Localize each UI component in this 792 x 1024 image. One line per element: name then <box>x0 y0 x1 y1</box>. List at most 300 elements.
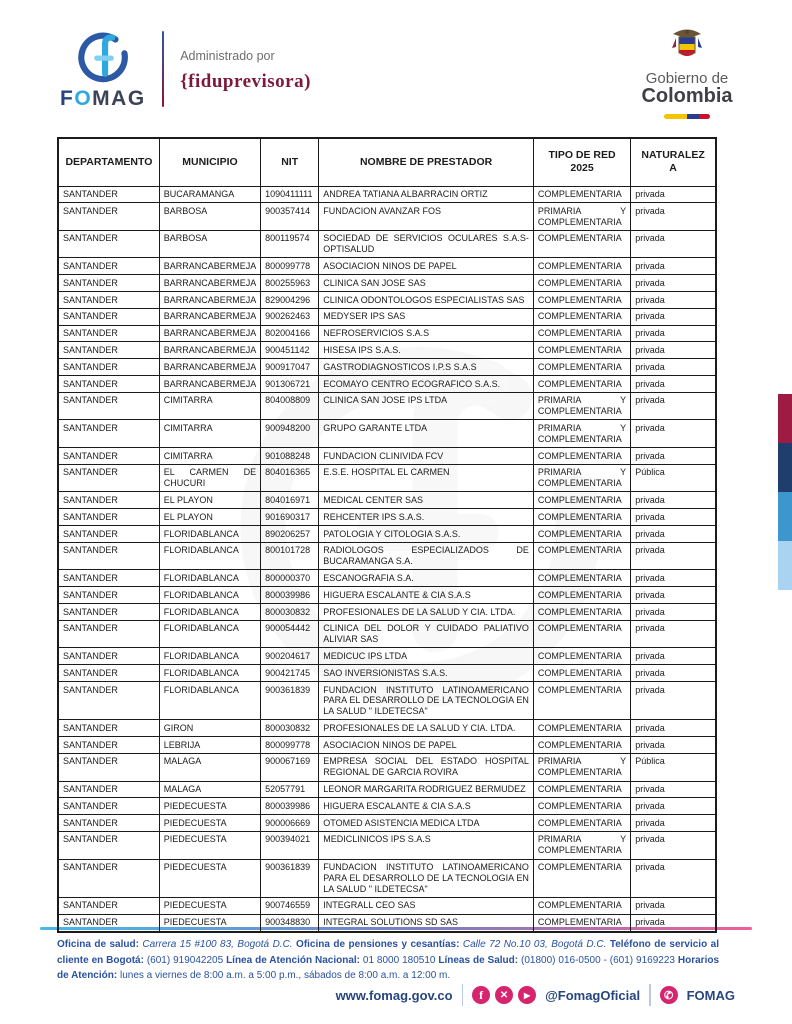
cell-departamento: SANTANDER <box>58 620 159 648</box>
social-divider <box>462 984 464 1006</box>
cell-municipio: BARRANCABERMEJA <box>159 308 260 325</box>
cell-tipo-red: COMPLEMENTARIA <box>533 492 630 509</box>
cell-nit: 800119574 <box>261 230 319 258</box>
cell-nombre: INTEGRALL CEO SAS <box>319 897 534 914</box>
social-handle[interactable]: @FomagOficial <box>545 987 641 1003</box>
cell-nit: 1090411111 <box>261 186 319 203</box>
cell-nit: 800099778 <box>261 258 319 275</box>
cell-municipio: MALAGA <box>159 753 260 781</box>
footer-text-segment: 01 8000 180510 <box>362 954 439 966</box>
cell-tipo-red: COMPLEMENTARIA <box>533 258 630 275</box>
cell-departamento: SANTANDER <box>58 325 159 342</box>
cell-departamento: SANTANDER <box>58 914 159 931</box>
fomag-letter: F <box>60 87 75 110</box>
cell-municipio: PIEDECUESTA <box>159 914 260 931</box>
cell-municipio: BUCARAMANGA <box>159 186 260 203</box>
table-row <box>58 604 716 621</box>
cell-nombre: CLINICA SAN JOSE IPS LTDA <box>319 392 534 420</box>
cell-nit: 804016971 <box>261 492 319 509</box>
cell-tipo-red: COMPLEMENTARIA <box>533 648 630 665</box>
cell-naturaleza: privada <box>631 781 716 798</box>
cell-nit: 52057791 <box>261 781 319 798</box>
cell-naturaleza: privada <box>631 570 716 587</box>
cell-departamento: SANTANDER <box>58 753 159 781</box>
table-row <box>58 230 716 258</box>
cell-tipo-red: PRIMARIA Y COMPLEMENTARIA <box>533 420 630 448</box>
cell-tipo-red: COMPLEMENTARIA <box>533 815 630 832</box>
cell-naturaleza: privada <box>631 203 716 231</box>
colombia-flag-bar <box>664 114 710 119</box>
table-row <box>58 897 716 914</box>
cell-departamento: SANTANDER <box>58 665 159 682</box>
footer-text-segment: Horarios de Atención: <box>57 954 720 981</box>
cell-municipio: PIEDECUESTA <box>159 859 260 897</box>
cell-nit: 900357414 <box>261 203 319 231</box>
social-divider <box>649 984 651 1006</box>
cell-nombre: GRUPO GARANTE LTDA <box>319 420 534 448</box>
cell-naturaleza: privada <box>631 292 716 309</box>
footer-text-segment: Oficina de pensiones y cesantías: <box>296 939 463 950</box>
fomag-letter: M <box>92 87 112 110</box>
footer-text-segment: Oficina de salud: <box>57 939 143 950</box>
cell-nombre: ESCANOGRAFIA S.A. <box>319 570 534 587</box>
footer-contact <box>57 937 719 984</box>
cell-naturaleza: privada <box>631 526 716 543</box>
cell-departamento: SANTANDER <box>58 587 159 604</box>
cell-tipo-red: COMPLEMENTARIA <box>533 587 630 604</box>
cell-departamento: SANTANDER <box>58 798 159 815</box>
website-link[interactable]: www.fomag.gov.co <box>335 987 453 1003</box>
gobierno-line2: Colombia <box>641 85 733 107</box>
cell-nombre: OTOMED ASISTENCIA MEDICA LTDA <box>319 815 534 832</box>
flag-red <box>699 114 711 119</box>
cell-departamento: SANTANDER <box>58 392 159 420</box>
table-row <box>58 186 716 203</box>
flag-blue <box>687 114 699 119</box>
cell-nit: 800000370 <box>261 570 319 587</box>
cell-departamento: SANTANDER <box>58 420 159 448</box>
cell-departamento: SANTANDER <box>58 308 159 325</box>
whatsapp-icon[interactable]: ✆ <box>660 986 678 1004</box>
cell-tipo-red: COMPLEMENTARIA <box>533 781 630 798</box>
cell-municipio: CIMITARRA <box>159 448 260 465</box>
cell-tipo-red: COMPLEMENTARIA <box>533 342 630 359</box>
cell-tipo-red: COMPLEMENTARIA <box>533 720 630 737</box>
cell-naturaleza: privada <box>631 682 716 720</box>
cell-nit: 900262463 <box>261 308 319 325</box>
cell-naturaleza: privada <box>631 815 716 832</box>
table-row <box>58 376 716 393</box>
cell-nit: 829004296 <box>261 292 319 309</box>
cell-municipio: MALAGA <box>159 781 260 798</box>
table-row <box>58 342 716 359</box>
footer-text-segment: Calle 72 No.10 03, Bogotá D.C. <box>462 939 610 950</box>
table-row <box>58 509 716 526</box>
providers-table <box>57 137 717 933</box>
cell-tipo-red: COMPLEMENTARIA <box>533 737 630 754</box>
cell-naturaleza: privada <box>631 620 716 648</box>
cell-tipo-red: PRIMARIA Y COMPLEMENTARIA <box>533 831 630 859</box>
cell-departamento: SANTANDER <box>58 342 159 359</box>
cell-naturaleza: privada <box>631 737 716 754</box>
cell-nit: 800039986 <box>261 587 319 604</box>
cell-tipo-red: COMPLEMENTARIA <box>533 798 630 815</box>
cell-naturaleza: privada <box>631 258 716 275</box>
footer-text-segment: Carrera 15 #100 83, Bogotá D.C. <box>142 939 297 950</box>
logo-divider <box>162 31 165 107</box>
cell-nit: 901306721 <box>261 376 319 393</box>
table-row <box>58 815 716 832</box>
footer-text-segment: Línea de Atención Nacional: <box>226 954 363 966</box>
cell-naturaleza: privada <box>631 230 716 258</box>
cell-tipo-red: COMPLEMENTARIA <box>533 359 630 376</box>
cell-municipio: EL CARMEN DE CHUCURI <box>159 464 260 492</box>
cell-nombre: SOCIEDAD DE SERVICIOS OCULARES S.A.S-OPTISALUD <box>319 230 534 258</box>
cell-municipio: FLORIDABLANCA <box>159 587 260 604</box>
table-row <box>58 648 716 665</box>
cell-naturaleza: privada <box>631 359 716 376</box>
cell-naturaleza: privada <box>631 308 716 325</box>
cell-naturaleza: privada <box>631 720 716 737</box>
cell-municipio: FLORIDABLANCA <box>159 648 260 665</box>
social-icon-group <box>472 986 536 1004</box>
fomag-logo-block <box>60 26 311 111</box>
cell-municipio: FLORIDABLANCA <box>159 604 260 621</box>
cell-tipo-red: PRIMARIA Y COMPLEMENTARIA <box>533 392 630 420</box>
gobierno-line1: Gobierno de <box>645 70 729 87</box>
cell-tipo-red: COMPLEMENTARIA <box>533 526 630 543</box>
cell-nit: 901690317 <box>261 509 319 526</box>
cell-naturaleza: privada <box>631 376 716 393</box>
cell-nombre: MEDICLINICOS IPS S.A.S <box>319 831 534 859</box>
fomag-logo <box>60 26 146 111</box>
cell-municipio: FLORIDABLANCA <box>159 526 260 543</box>
table-row <box>58 258 716 275</box>
color-stripe-blue <box>778 492 792 541</box>
table-row <box>58 914 716 931</box>
cell-municipio: BARBOSA <box>159 230 260 258</box>
cell-nit: 900204617 <box>261 648 319 665</box>
cell-departamento: SANTANDER <box>58 720 159 737</box>
fomag-g-icon <box>74 26 132 89</box>
cell-nombre: ASOCIACION NINOS DE PAPEL <box>319 737 534 754</box>
cell-departamento: SANTANDER <box>58 186 159 203</box>
cell-departamento: SANTANDER <box>58 831 159 859</box>
cell-nombre: CLINICA SAN JOSE SAS <box>319 275 534 292</box>
cell-nit: 900067169 <box>261 753 319 781</box>
cell-municipio: EL PLAYON <box>159 492 260 509</box>
cell-naturaleza: privada <box>631 648 716 665</box>
table-row <box>58 737 716 754</box>
cell-naturaleza: privada <box>631 914 716 931</box>
footer-text-segment: (601) 919042205 <box>146 954 227 966</box>
cell-nombre: FUNDACION INSTITUTO LATINOAMERICANO PARA EL DESARROLLO DE LA TECNOLOGIA EN LA SALUD " ILDETECSA" <box>319 859 534 897</box>
cell-tipo-red: COMPLEMENTARIA <box>533 620 630 648</box>
cell-naturaleza: privada <box>631 831 716 859</box>
footer-text-segment: Teléfono de servicio al cliente en Bogotá: <box>57 939 719 966</box>
cell-nombre: ECOMAYO CENTRO ECOGRAFICO S.A.S. <box>319 376 534 393</box>
col-header-naturaleza: NATURALEZA <box>631 138 716 186</box>
cell-departamento: SANTANDER <box>58 492 159 509</box>
page-header <box>60 26 762 119</box>
table-row <box>58 492 716 509</box>
cell-nombre: PROFESIONALES DE LA SALUD Y CIA. LTDA. <box>319 720 534 737</box>
cell-departamento: SANTANDER <box>58 542 159 570</box>
cell-municipio: PIEDECUESTA <box>159 798 260 815</box>
cell-municipio: PIEDECUESTA <box>159 815 260 832</box>
cell-naturaleza: privada <box>631 604 716 621</box>
cell-municipio: CIMITARRA <box>159 392 260 420</box>
fomag-letter: O <box>74 87 93 110</box>
administrado-label: Administrado por <box>180 48 275 63</box>
cell-nombre: FUNDACION INSTITUTO LATINOAMERICANO PARA EL DESARROLLO DE LA TECNOLOGIA EN LA SALUD " ILDETECSA" <box>319 682 534 720</box>
cell-nombre: PROFESIONALES DE LA SALUD Y CIA. LTDA. <box>319 604 534 621</box>
cell-nit: 802004166 <box>261 325 319 342</box>
cell-nombre: ASOCIACION NINOS DE PAPEL <box>319 258 534 275</box>
cell-municipio: FLORIDABLANCA <box>159 682 260 720</box>
table-row <box>58 203 716 231</box>
cell-departamento: SANTANDER <box>58 230 159 258</box>
cell-nombre: INTEGRAL SOLUTIONS SD SAS <box>319 914 534 931</box>
cell-naturaleza: Pública <box>631 464 716 492</box>
cell-departamento: SANTANDER <box>58 203 159 231</box>
cell-naturaleza: privada <box>631 342 716 359</box>
fiduprevisora-wordmark: {fiduprevisora) <box>180 70 311 92</box>
cell-municipio: BARRANCABERMEJA <box>159 359 260 376</box>
cell-naturaleza: privada <box>631 665 716 682</box>
fomag-letter: G <box>127 87 146 110</box>
table-row <box>58 392 716 420</box>
col-header-nombre: NOMBRE DE PRESTADOR <box>319 138 534 186</box>
fomag-brand-label: FOMAG <box>686 987 735 1003</box>
cell-tipo-red: COMPLEMENTARIA <box>533 682 630 720</box>
cell-naturaleza: privada <box>631 448 716 465</box>
cell-municipio: PIEDECUESTA <box>159 897 260 914</box>
cell-nit: 900948200 <box>261 420 319 448</box>
cell-nombre: FUNDACION CLINIVIDA FCV <box>319 448 534 465</box>
cell-tipo-red: PRIMARIA Y COMPLEMENTARIA <box>533 753 630 781</box>
cell-municipio: LEBRIJA <box>159 737 260 754</box>
cell-nit: 900361839 <box>261 859 319 897</box>
cell-departamento: SANTANDER <box>58 448 159 465</box>
cell-nit: 900006669 <box>261 815 319 832</box>
table-row <box>58 359 716 376</box>
color-stripe-lightblue <box>778 541 792 590</box>
cell-tipo-red: COMPLEMENTARIA <box>533 308 630 325</box>
table-row <box>58 448 716 465</box>
cell-municipio: BARBOSA <box>159 203 260 231</box>
x-icon[interactable]: ✕ <box>495 986 513 1004</box>
cell-nombre: E.S.E. HOSPITAL EL CARMEN <box>319 464 534 492</box>
gobierno-logo-block <box>612 26 762 119</box>
table-row <box>58 753 716 781</box>
cell-nit: 804008809 <box>261 392 319 420</box>
cell-municipio: BARRANCABERMEJA <box>159 292 260 309</box>
cell-tipo-red: COMPLEMENTARIA <box>533 325 630 342</box>
cell-tipo-red: COMPLEMENTARIA <box>533 542 630 570</box>
table-row <box>58 620 716 648</box>
cell-nit: 900451142 <box>261 342 319 359</box>
cell-nit: 900348830 <box>261 914 319 931</box>
cell-nombre: MEDYSER IPS SAS <box>319 308 534 325</box>
cell-municipio: FLORIDABLANCA <box>159 542 260 570</box>
cell-municipio: PIEDECUESTA <box>159 831 260 859</box>
cell-tipo-red: COMPLEMENTARIA <box>533 509 630 526</box>
col-header-nit: NIT <box>261 138 319 186</box>
cell-departamento: SANTANDER <box>58 604 159 621</box>
cell-tipo-red: COMPLEMENTARIA <box>533 859 630 897</box>
cell-tipo-red: COMPLEMENTARIA <box>533 186 630 203</box>
table-row <box>58 587 716 604</box>
cell-departamento: SANTANDER <box>58 292 159 309</box>
footer-social-bar <box>336 984 735 1006</box>
cell-nombre: REHCENTER IPS S.A.S. <box>319 509 534 526</box>
table-row <box>58 292 716 309</box>
cell-tipo-red: COMPLEMENTARIA <box>533 275 630 292</box>
cell-tipo-red: COMPLEMENTARIA <box>533 570 630 587</box>
table-row <box>58 308 716 325</box>
cell-municipio: BARRANCABERMEJA <box>159 275 260 292</box>
cell-naturaleza: privada <box>631 275 716 292</box>
cell-municipio: BARRANCABERMEJA <box>159 258 260 275</box>
cell-nombre: ANDREA TATIANA ALBARRACIN ORTIZ <box>319 186 534 203</box>
footer-text-segment: Líneas de Salud: <box>438 954 522 966</box>
table-row <box>58 720 716 737</box>
cell-naturaleza: privada <box>631 587 716 604</box>
cell-nombre: CLINICA ODONTOLOGOS ESPECIALISTAS SAS <box>319 292 534 309</box>
cell-departamento: SANTANDER <box>58 570 159 587</box>
col-header-tipo: TIPO DE RED 2025 <box>533 138 630 186</box>
table-row <box>58 682 716 720</box>
cell-tipo-red: PRIMARIA Y COMPLEMENTARIA <box>533 203 630 231</box>
cell-departamento: SANTANDER <box>58 648 159 665</box>
cell-tipo-red: COMPLEMENTARIA <box>533 665 630 682</box>
cell-municipio: FLORIDABLANCA <box>159 570 260 587</box>
table-row <box>58 275 716 292</box>
cell-municipio: FLORIDABLANCA <box>159 620 260 648</box>
cell-naturaleza: privada <box>631 542 716 570</box>
cell-nombre: HIGUERA ESCALANTE & CIA S.A.S <box>319 798 534 815</box>
cell-municipio: GIRON <box>159 720 260 737</box>
cell-municipio: BARRANCABERMEJA <box>159 376 260 393</box>
table-row <box>58 420 716 448</box>
cell-nombre: HIGUERA ESCALANTE & CIA S.A.S <box>319 587 534 604</box>
col-header-municipio: MUNICIPIO <box>159 138 260 186</box>
cell-naturaleza: privada <box>631 509 716 526</box>
cell-nit: 900746559 <box>261 897 319 914</box>
cell-nit: 900394021 <box>261 831 319 859</box>
cell-nit: 800101728 <box>261 542 319 570</box>
cell-naturaleza: privada <box>631 392 716 420</box>
cell-naturaleza: privada <box>631 420 716 448</box>
cell-municipio: CIMITARRA <box>159 420 260 448</box>
administrador-block <box>180 45 311 93</box>
cell-departamento: SANTANDER <box>58 859 159 897</box>
cell-tipo-red: COMPLEMENTARIA <box>533 376 630 393</box>
footer-text-segment: (01800) 016-0500 - (601) 9169223 <box>521 954 678 966</box>
fomag-wordmark <box>60 87 146 111</box>
table-row <box>58 464 716 492</box>
cell-departamento: SANTANDER <box>58 359 159 376</box>
table-row <box>58 542 716 570</box>
cell-nombre: GASTRODIAGNOSTICOS I.P.S S.A.S <box>319 359 534 376</box>
cell-tipo-red: PRIMARIA Y COMPLEMENTARIA <box>533 464 630 492</box>
cell-departamento: SANTANDER <box>58 815 159 832</box>
cell-municipio: BARRANCABERMEJA <box>159 325 260 342</box>
cell-nombre: CLINICA DEL DOLOR Y CUIDADO PALIATIVO ALIVIAR SAS <box>319 620 534 648</box>
youtube-icon[interactable]: ▶ <box>518 986 536 1004</box>
fomag-letter: A <box>111 87 128 110</box>
cell-departamento: SANTANDER <box>58 781 159 798</box>
cell-nombre: RADIOLOGOS ESPECIALIZADOS DE BUCARAMANGA S.A. <box>319 542 534 570</box>
cell-nombre: SAO INVERSIONISTAS S.A.S. <box>319 665 534 682</box>
gobierno-crest-icon <box>668 28 706 67</box>
cell-nit: 900917047 <box>261 359 319 376</box>
cell-nit: 890206257 <box>261 526 319 543</box>
cell-tipo-red: COMPLEMENTARIA <box>533 448 630 465</box>
cell-nit: 800030832 <box>261 604 319 621</box>
cell-departamento: SANTANDER <box>58 897 159 914</box>
cell-tipo-red: COMPLEMENTARIA <box>533 292 630 309</box>
cell-naturaleza: privada <box>631 325 716 342</box>
cell-departamento: SANTANDER <box>58 376 159 393</box>
color-stripe-navy <box>778 443 792 492</box>
table-row <box>58 665 716 682</box>
cell-tipo-red: COMPLEMENTARIA <box>533 230 630 258</box>
cell-nit: 800099778 <box>261 737 319 754</box>
cell-nit: 900421745 <box>261 665 319 682</box>
cell-municipio: FLORIDABLANCA <box>159 665 260 682</box>
cell-nombre: NEFROSERVICIOS S.A.S <box>319 325 534 342</box>
cell-nit: 800255963 <box>261 275 319 292</box>
edge-color-stripes <box>778 394 792 590</box>
table-header-row <box>58 138 716 186</box>
cell-nombre: MEDICAL CENTER SAS <box>319 492 534 509</box>
cell-departamento: SANTANDER <box>58 682 159 720</box>
providers-table-wrap <box>57 137 717 933</box>
cell-departamento: SANTANDER <box>58 737 159 754</box>
cell-nit: 800039986 <box>261 798 319 815</box>
footer-text-segment: lunes a viernes de 8:00 a.m. a 5:00 p.m., sábados de 8:00 a.m. a 12:00 m. <box>119 970 451 981</box>
cell-nombre: FUNDACION AVANZAR FOS <box>319 203 534 231</box>
cell-municipio: EL PLAYON <box>159 509 260 526</box>
table-row <box>58 570 716 587</box>
table-row <box>58 798 716 815</box>
cell-departamento: SANTANDER <box>58 526 159 543</box>
cell-departamento: SANTANDER <box>58 509 159 526</box>
cell-nit: 800030832 <box>261 720 319 737</box>
table-row <box>58 831 716 859</box>
cell-nombre: LEONOR MARGARITA RODRIGUEZ BERMUDEZ <box>319 781 534 798</box>
table-row <box>58 526 716 543</box>
cell-nombre: PATOLOGIA Y CITOLOGIA S.A.S. <box>319 526 534 543</box>
cell-naturaleza: privada <box>631 897 716 914</box>
cell-naturaleza: privada <box>631 186 716 203</box>
flag-yellow <box>664 114 687 119</box>
cell-tipo-red: COMPLEMENTARIA <box>533 897 630 914</box>
cell-naturaleza: privada <box>631 859 716 897</box>
cell-departamento: SANTANDER <box>58 258 159 275</box>
cell-tipo-red: COMPLEMENTARIA <box>533 914 630 931</box>
table-row <box>58 781 716 798</box>
cell-nombre: HISESA IPS S.A.S. <box>319 342 534 359</box>
facebook-icon[interactable]: f <box>472 986 490 1004</box>
col-header-departamento: DEPARTAMENTO <box>58 138 159 186</box>
cell-departamento: SANTANDER <box>58 275 159 292</box>
color-stripe-crimson <box>778 394 792 443</box>
cell-nit: 900054442 <box>261 620 319 648</box>
cell-naturaleza: Pública <box>631 753 716 781</box>
